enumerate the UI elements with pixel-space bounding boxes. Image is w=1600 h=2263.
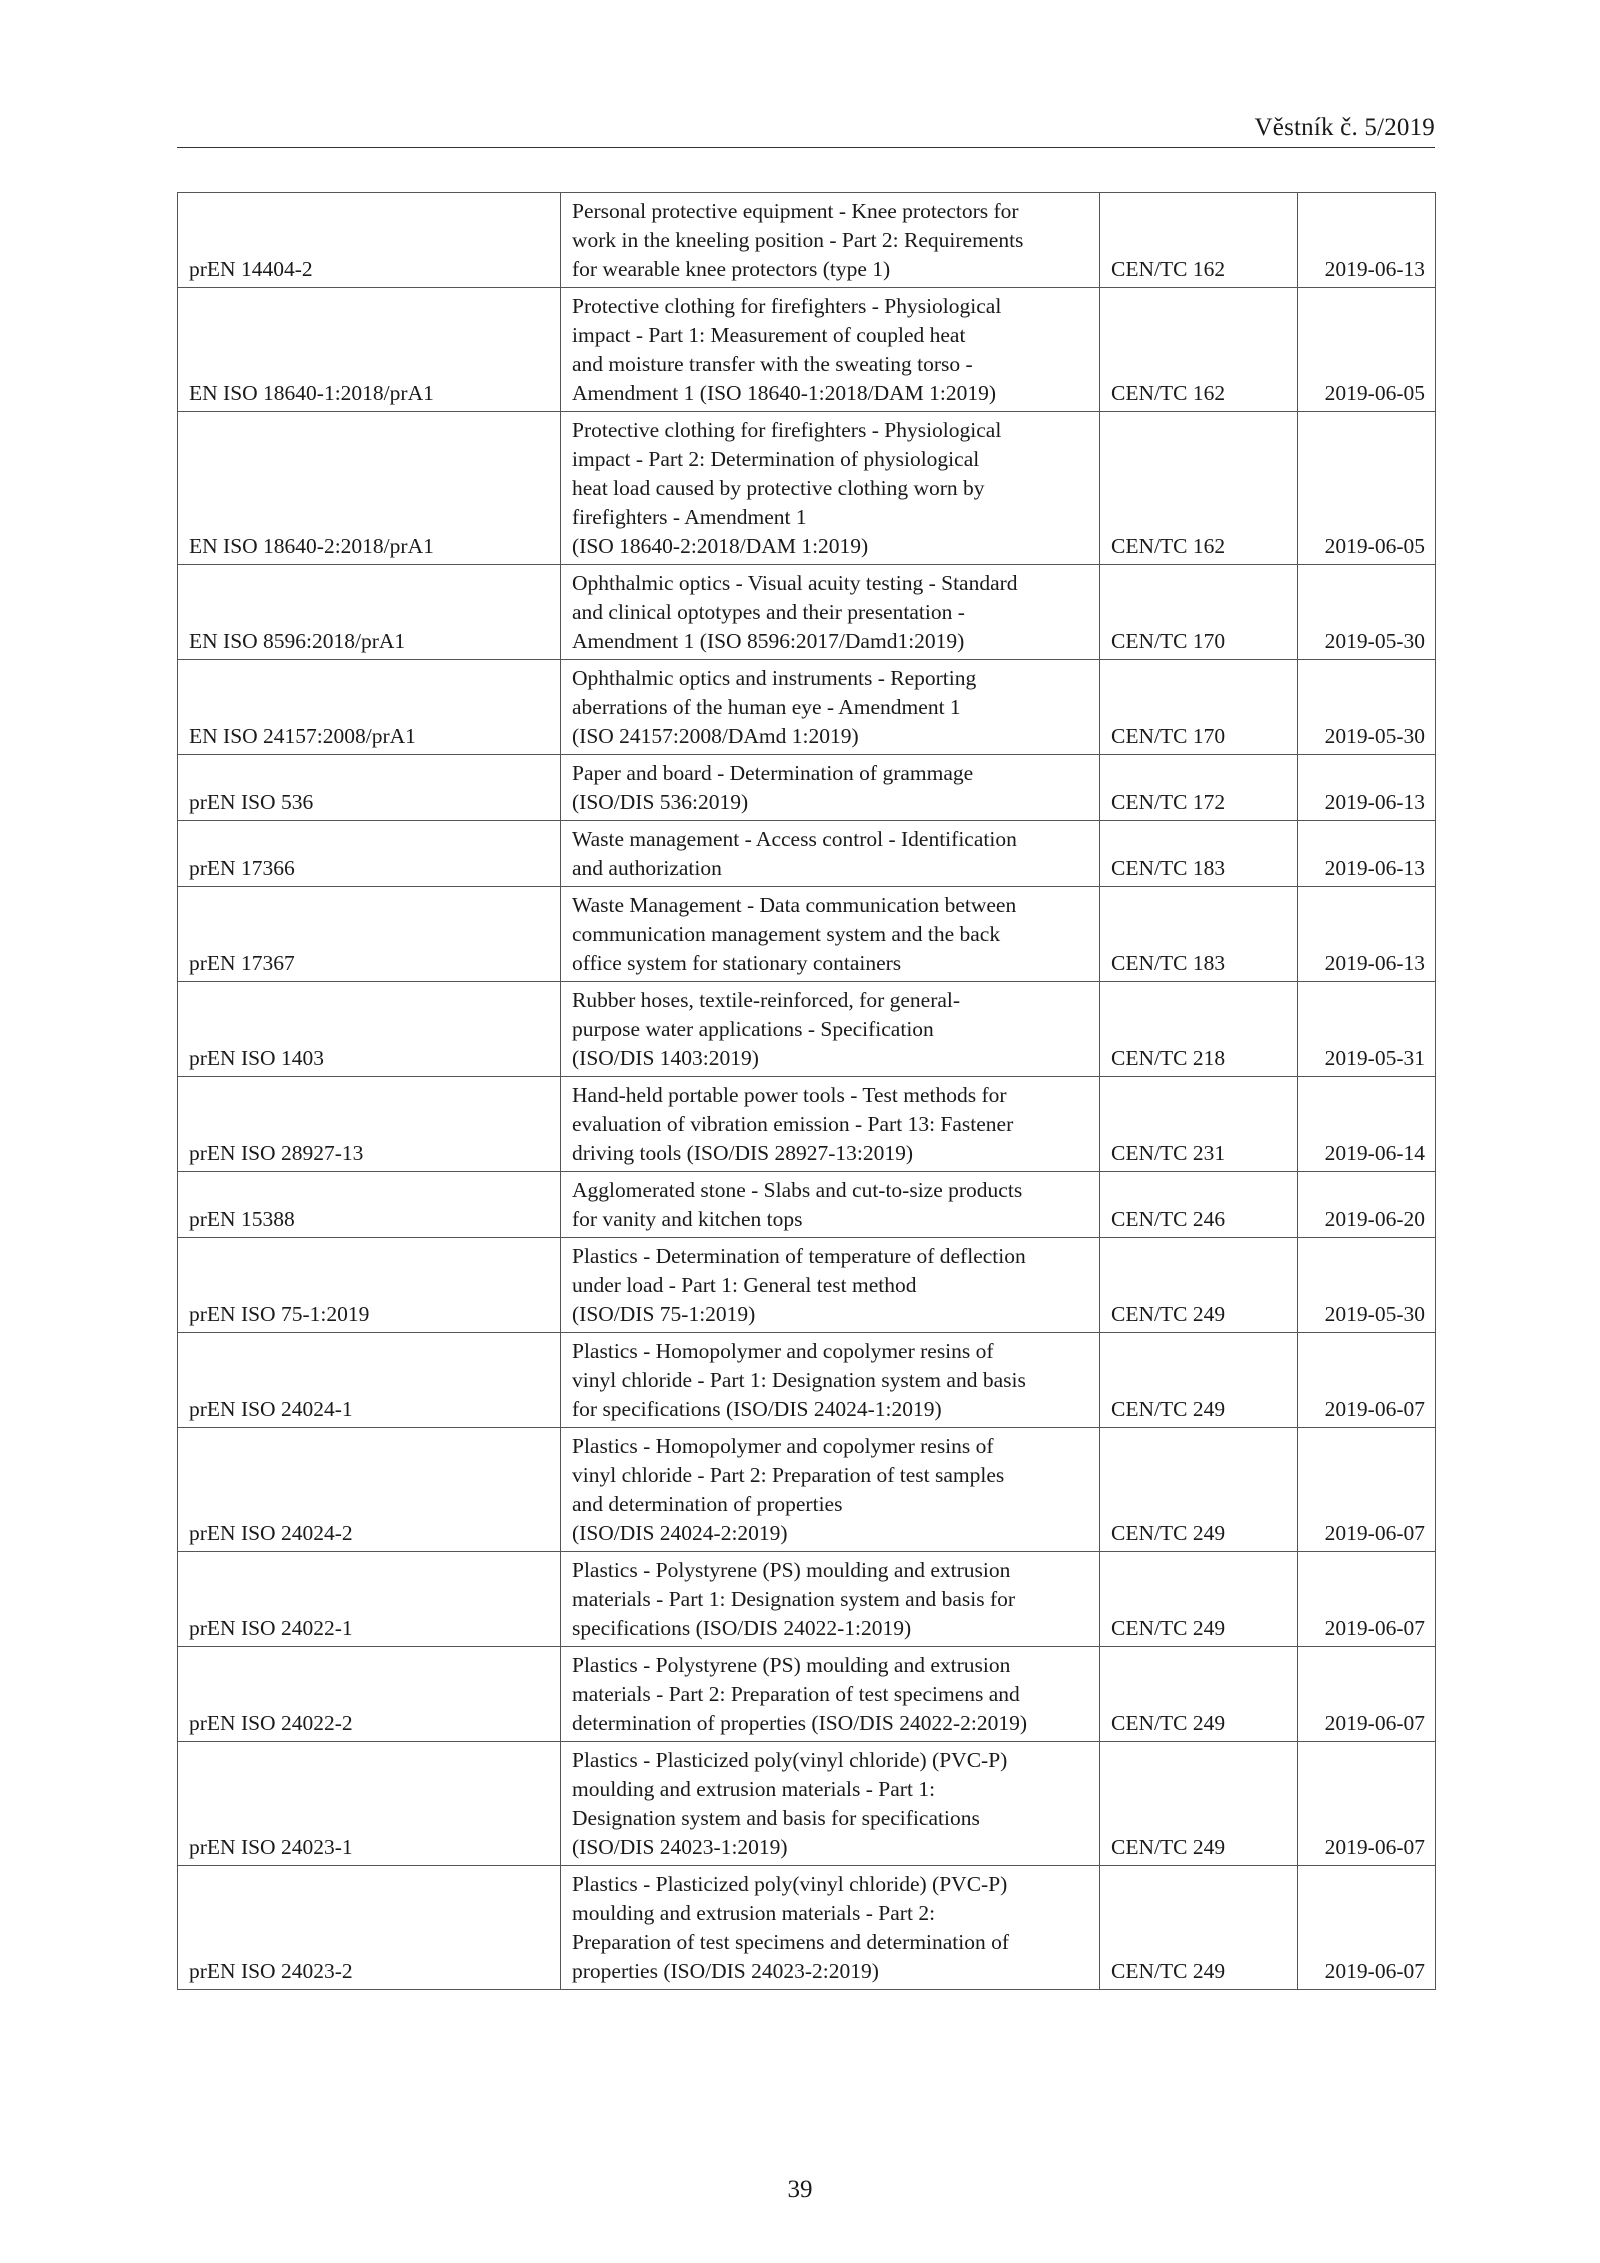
standard-title-line: vinyl chloride - Part 2: Preparation of test samples (572, 1463, 1005, 1487)
table-row (178, 1238, 1436, 1333)
standard-title-line: driving tools (ISO/DIS 28927-13:2019) (572, 1141, 914, 1165)
technical-committee: CEN/TC 172 (1100, 755, 1298, 821)
technical-committee: CEN/TC 162 (1100, 288, 1298, 412)
table-row (178, 193, 1436, 288)
standard-title (561, 1238, 1100, 1333)
deadline-date: 2019-05-30 (1298, 660, 1436, 755)
standard-title-line: materials - Part 2: Preparation of test specimens and (572, 1682, 1020, 1706)
standard-title-line: Amendment 1 (ISO 8596:2017/Damd1:2019) (572, 629, 965, 653)
deadline-date: 2019-06-13 (1298, 193, 1436, 288)
standard-title-line: (ISO/DIS 536:2019) (572, 790, 749, 814)
table-row (178, 1333, 1436, 1428)
standard-code: prEN ISO 24023-1 (178, 1742, 561, 1866)
standard-title-line: Agglomerated stone - Slabs and cut-to-size products (572, 1178, 1023, 1202)
technical-committee: CEN/TC 249 (1100, 1647, 1298, 1742)
deadline-date: 2019-05-30 (1298, 1238, 1436, 1333)
page-number: 39 (787, 2176, 813, 2203)
standard-title-line: office system for stationary containers (572, 951, 902, 975)
standard-title-line: vinyl chloride - Part 1: Designation system and basis (572, 1368, 1026, 1392)
deadline-date: 2019-06-07 (1298, 1866, 1436, 1990)
standard-title-line: Designation system and basis for specifications (572, 1806, 980, 1830)
table-row (178, 1866, 1436, 1990)
standard-title-line: for vanity and kitchen tops (572, 1207, 803, 1231)
standard-code: EN ISO 18640-1:2018/prA1 (178, 288, 561, 412)
table-row (178, 1428, 1436, 1552)
standard-title (561, 565, 1100, 660)
deadline-date: 2019-06-13 (1298, 887, 1436, 982)
standards-table (177, 192, 1436, 1990)
standard-title-line: Waste management - Access control - Identification (572, 827, 1017, 851)
standard-title-line: (ISO 24157:2008/DAmd 1:2019) (572, 724, 859, 748)
deadline-date: 2019-06-05 (1298, 412, 1436, 565)
table-row (178, 982, 1436, 1077)
technical-committee: CEN/TC 249 (1100, 1552, 1298, 1647)
standard-title-line: Protective clothing for firefighters - Physiological (572, 418, 1002, 442)
table-row (178, 660, 1436, 755)
table-row (178, 821, 1436, 887)
standard-title (561, 982, 1100, 1077)
standard-title (561, 1552, 1100, 1647)
standard-title-line: Preparation of test specimens and determination of (572, 1930, 1010, 1954)
journal-issue-title: Věstník č. 5/2019 (1254, 114, 1435, 141)
standard-title-line: (ISO/DIS 24024-2:2019) (572, 1521, 788, 1545)
standard-title-line: Protective clothing for firefighters - Physiological (572, 294, 1002, 318)
technical-committee: CEN/TC 170 (1100, 565, 1298, 660)
standard-title-line: for specifications (ISO/DIS 24024-1:2019) (572, 1397, 942, 1421)
deadline-date: 2019-06-20 (1298, 1172, 1436, 1238)
standard-code: prEN 17367 (178, 887, 561, 982)
table-row (178, 288, 1436, 412)
deadline-date: 2019-06-14 (1298, 1077, 1436, 1172)
technical-committee: CEN/TC 249 (1100, 1238, 1298, 1333)
standard-title (561, 1866, 1100, 1990)
standard-title-line: Personal protective equipment - Knee protectors for (572, 199, 1019, 223)
standard-title-line: impact - Part 1: Measurement of coupled heat (572, 323, 966, 347)
standard-title-line: Rubber hoses, textile-reinforced, for general- (572, 988, 961, 1012)
technical-committee: CEN/TC 183 (1100, 821, 1298, 887)
standard-code: prEN ISO 1403 (178, 982, 561, 1077)
standard-title-line: Plastics - Plasticized poly(vinyl chloride) (PVC-P) (572, 1748, 1008, 1772)
standard-code: EN ISO 24157:2008/prA1 (178, 660, 561, 755)
technical-committee: CEN/TC 249 (1100, 1333, 1298, 1428)
deadline-date: 2019-05-31 (1298, 982, 1436, 1077)
technical-committee: CEN/TC 183 (1100, 887, 1298, 982)
standard-title (561, 821, 1100, 887)
standard-title (561, 755, 1100, 821)
deadline-date: 2019-06-07 (1298, 1333, 1436, 1428)
table-row (178, 1552, 1436, 1647)
standard-title (561, 1172, 1100, 1238)
standard-code: prEN ISO 24022-1 (178, 1552, 561, 1647)
standard-title-line: Waste Management - Data communication between (572, 893, 1017, 917)
standard-title-line: Plastics - Polystyrene (PS) moulding and extrusion (572, 1558, 1011, 1582)
standard-title-line: heat load caused by protective clothing worn by (572, 476, 985, 500)
standard-code: prEN ISO 24023-2 (178, 1866, 561, 1990)
standard-code: prEN ISO 28927-13 (178, 1077, 561, 1172)
standard-code: prEN ISO 75-1:2019 (178, 1238, 561, 1333)
standard-title-line: Plastics - Homopolymer and copolymer resins of (572, 1434, 994, 1458)
standard-title (561, 887, 1100, 982)
standard-title (561, 1428, 1100, 1552)
technical-committee: CEN/TC 249 (1100, 1866, 1298, 1990)
standard-title (561, 1742, 1100, 1866)
standard-title-line: Paper and board - Determination of grammage (572, 761, 974, 785)
standard-title (561, 288, 1100, 412)
standard-title-line: under load - Part 1: General test method (572, 1273, 917, 1297)
standard-code: prEN ISO 24022-2 (178, 1647, 561, 1742)
standard-title-line: aberrations of the human eye - Amendment 1 (572, 695, 961, 719)
standard-title-line: Plastics - Homopolymer and copolymer resins of (572, 1339, 994, 1363)
technical-committee: CEN/TC 249 (1100, 1742, 1298, 1866)
table-row (178, 887, 1436, 982)
table-row (178, 1077, 1436, 1172)
standard-title-line: Ophthalmic optics - Visual acuity testing - Standard (572, 571, 1018, 595)
standard-title (561, 193, 1100, 288)
standard-title-line: materials - Part 1: Designation system and basis for (572, 1587, 1016, 1611)
standard-title-line: moulding and extrusion materials - Part 1: (572, 1777, 936, 1801)
standard-title-line: Ophthalmic optics and instruments - Reporting (572, 666, 977, 690)
deadline-date: 2019-06-07 (1298, 1428, 1436, 1552)
standard-title (561, 660, 1100, 755)
standard-title-line: work in the kneeling position - Part 2: Requirements (572, 228, 1024, 252)
table-row (178, 1172, 1436, 1238)
standard-title-line: (ISO/DIS 75-1:2019) (572, 1302, 756, 1326)
standard-title-line: purpose water applications - Specification (572, 1017, 934, 1041)
standard-code: EN ISO 18640-2:2018/prA1 (178, 412, 561, 565)
standard-title (561, 1077, 1100, 1172)
standard-code: prEN 17366 (178, 821, 561, 887)
standard-title-line: and clinical optotypes and their presentation - (572, 600, 965, 624)
table-row (178, 1647, 1436, 1742)
table-row (178, 412, 1436, 565)
standard-title (561, 1647, 1100, 1742)
standard-title-line: and moisture transfer with the sweating torso - (572, 352, 973, 376)
standard-title-line: for wearable knee protectors (type 1) (572, 257, 891, 281)
deadline-date: 2019-06-13 (1298, 821, 1436, 887)
standards-table-body (178, 193, 1436, 1990)
standard-title-line: specifications (ISO/DIS 24022-1:2019) (572, 1616, 912, 1640)
technical-committee: CEN/TC 246 (1100, 1172, 1298, 1238)
technical-committee: CEN/TC 162 (1100, 193, 1298, 288)
standard-code: prEN ISO 24024-2 (178, 1428, 561, 1552)
standard-title-line: Plastics - Polystyrene (PS) moulding and extrusion (572, 1653, 1011, 1677)
standard-title-line: determination of properties (ISO/DIS 24022-2:2019) (572, 1711, 1027, 1735)
standard-title (561, 412, 1100, 565)
standard-code: EN ISO 8596:2018/prA1 (178, 565, 561, 660)
standard-code: prEN 15388 (178, 1172, 561, 1238)
standard-title-line: impact - Part 2: Determination of physiological (572, 447, 980, 471)
technical-committee: CEN/TC 162 (1100, 412, 1298, 565)
standard-title-line: (ISO/DIS 24023-1:2019) (572, 1835, 788, 1859)
standard-title-line: Plastics - Plasticized poly(vinyl chloride) (PVC-P) (572, 1872, 1008, 1896)
standard-code: prEN ISO 24024-1 (178, 1333, 561, 1428)
page-header (177, 108, 1435, 148)
standard-code: prEN ISO 536 (178, 755, 561, 821)
standard-title-line: firefighters - Amendment 1 (572, 505, 807, 529)
deadline-date: 2019-06-13 (1298, 755, 1436, 821)
deadline-date: 2019-06-05 (1298, 288, 1436, 412)
technical-committee: CEN/TC 170 (1100, 660, 1298, 755)
standard-title-line: (ISO 18640-2:2018/DAM 1:2019) (572, 534, 869, 558)
table-row (178, 755, 1436, 821)
table-row (178, 565, 1436, 660)
table-row (178, 1742, 1436, 1866)
deadline-date: 2019-06-07 (1298, 1742, 1436, 1866)
standard-title-line: Hand-held portable power tools - Test methods for (572, 1083, 1007, 1107)
technical-committee: CEN/TC 218 (1100, 982, 1298, 1077)
standard-title-line: evaluation of vibration emission - Part 13: Fastener (572, 1112, 1014, 1136)
standard-title-line: moulding and extrusion materials - Part 2: (572, 1901, 936, 1925)
technical-committee: CEN/TC 249 (1100, 1428, 1298, 1552)
standard-title-line: properties (ISO/DIS 24023-2:2019) (572, 1959, 879, 1983)
standard-title-line: and determination of properties (572, 1492, 843, 1516)
standard-title (561, 1333, 1100, 1428)
standard-title-line: (ISO/DIS 1403:2019) (572, 1046, 759, 1070)
deadline-date: 2019-05-30 (1298, 565, 1436, 660)
standard-title-line: Plastics - Determination of temperature of deflection (572, 1244, 1026, 1268)
deadline-date: 2019-06-07 (1298, 1552, 1436, 1647)
technical-committee: CEN/TC 231 (1100, 1077, 1298, 1172)
deadline-date: 2019-06-07 (1298, 1647, 1436, 1742)
standard-title-line: communication management system and the back (572, 922, 1001, 946)
standard-code: prEN 14404-2 (178, 193, 561, 288)
standard-title-line: and authorization (572, 856, 722, 880)
standard-title-line: Amendment 1 (ISO 18640-1:2018/DAM 1:2019) (572, 381, 996, 405)
